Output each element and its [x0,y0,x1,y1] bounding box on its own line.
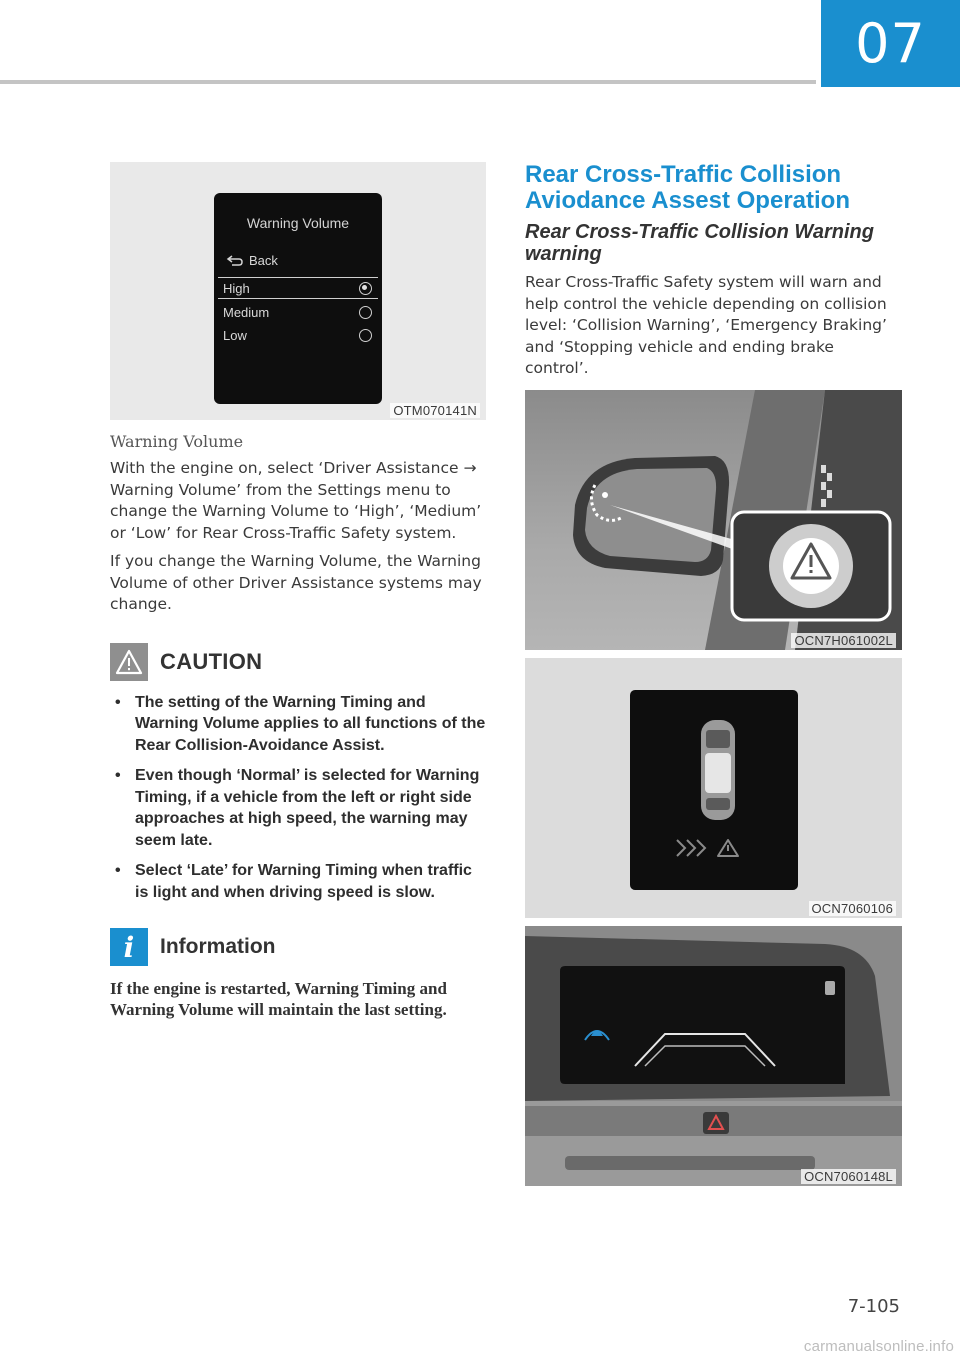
figure-cluster-car-view [525,658,902,918]
page-number: 7-105 [847,1296,900,1317]
cluster-title: Warning Volume [246,215,350,231]
caution-list [110,692,486,904]
cluster-panel [525,658,902,918]
info-header [110,928,486,966]
body-paragraph: With the engine on, select ‘Driver Assistance → Warning Volume’ from the Settings menu to change the Warning Volume to ‘High’, ‘Medium’ or ‘Low’ for Rear Cross-Traffic Safety system. [110,459,482,542]
header-rule [0,80,816,84]
figure-caption: OCN7060106 [809,901,897,916]
figure-rear-view-display [525,926,902,1186]
info-label: Information [160,935,276,958]
side-mirror-illustration [525,390,902,650]
option-row-medium [218,301,378,323]
body-paragraph: Rear Cross-Traffic Safety system will warn and help control the vehicle depending on collision level: ‘Collision Warning’, ‘Emergency Braking’ and ‘Stopping vehicle and ending brake control’. [525,273,887,377]
subsection-title: Rear Cross-Traffic Collision Warning warning [525,221,874,265]
caution-item: • Select ‘Late’ for Warning Timing when traffic is light and when driving speed is slow. [110,860,486,903]
radio-empty-icon [359,306,372,319]
caution-label: CAUTION [160,648,263,674]
chapter-tab: 07 [821,0,960,87]
radio-selected-icon [359,282,372,295]
dashboard-display [525,926,902,1186]
figure-caption: OCN7H061002L [791,633,896,648]
figure-caption: OCN7060148L [801,1169,896,1184]
watermark: carmanualsonline.info [803,1338,954,1355]
figure-side-mirror-warning [525,390,902,650]
section-heading: Warning Volume [110,432,244,451]
caution-header [110,643,486,681]
caution-item: • Even though ‘Normal’ is selected for Warning Timing, if a vehicle from the left or right side approaches at high speed, the warning may seem late. [110,765,486,851]
option-row-low [218,324,378,346]
option-label: High [223,280,250,296]
info-icon: i [110,928,148,966]
warning-triangle-icon [788,540,834,582]
section-title: Rear Cross-Traffic Collision Aviodance Assest Operation [525,161,850,214]
hazard-button-icon [703,1112,729,1134]
figure-warning-volume-screen [110,162,486,420]
car-top-view-icon [701,720,735,820]
caution-item: • The setting of the Warning Timing and Warning Volume applies to all functions of the Rear Collision-Avoidance Assist. [110,692,486,757]
radio-empty-icon [359,329,372,342]
back-arrow-icon [226,255,244,267]
info-text: If the engine is restarted, Warning Timing and Warning Volume will maintain the last setting. [110,979,447,1019]
cluster-display [214,193,382,404]
figure-caption: OTM070141N [390,403,480,418]
back-label: Back [249,253,278,268]
right-column [525,162,902,1186]
left-column [110,162,486,1020]
option-label: Low [223,327,247,343]
body-paragraph: If you change the Warning Volume, the Warning Volume of other Driver Assistance systems may change. [110,552,482,613]
cluster-back [226,253,278,268]
option-row-high [218,277,378,299]
warning-triangle-icon [110,643,148,681]
option-label: Medium [223,304,270,320]
